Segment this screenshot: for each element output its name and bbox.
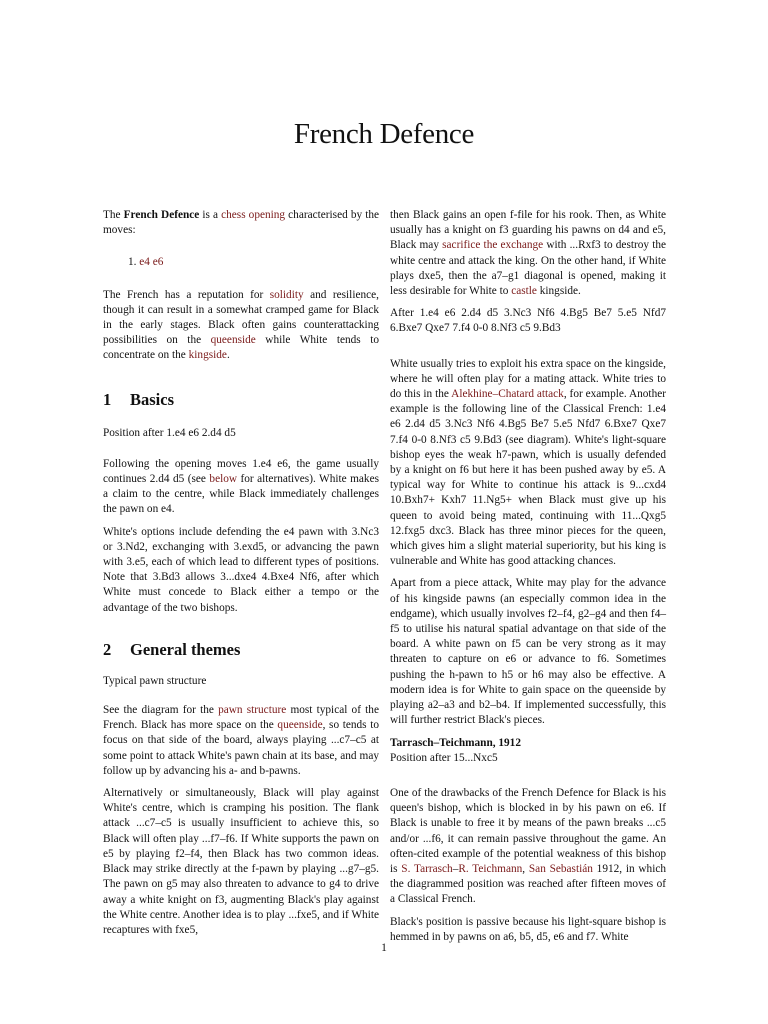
pawn-structure-paragraph: See the diagram for the pawn structure most typical of the French. Black has more space on the queenside, so tends to focus on that side of the board, always playing ...c7–c5 at some point to attack White's pawn chain at its base, and may follow up by advancing his a- and b-pawns. xyxy=(103,704,379,777)
link-queenside-2[interactable]: queenside xyxy=(277,719,323,732)
figure-caption-title: Tarrasch–Teichmann, 1912 xyxy=(390,736,521,749)
reputation-paragraph: The French has a reputation for solidity and resilience, though it can result in a somewhat cramped game for Black in the early stages. Black often gains counterattacking possibilities on the queenside while White tends to concentrate on the kingside. xyxy=(103,288,379,362)
passive-position-paragraph: Black's position is passive because his light-square bishop is hemmed in by pawns on a6, b5, d5, e6 and f7. White xyxy=(390,915,666,943)
opening-moves: 1. e4 e6 xyxy=(128,256,164,269)
left-column xyxy=(103,208,379,938)
link-castle[interactable]: castle xyxy=(511,285,537,298)
intro-paragraph: The French Defence is a chess opening characterised by the moves: xyxy=(103,209,380,237)
link-alekhine-chatard-attack[interactable]: Alekhine–Chatard attack xyxy=(451,388,564,401)
term-french-defence: French Defence xyxy=(123,209,200,221)
link-chess-opening[interactable]: chess opening xyxy=(221,209,286,221)
link-kingside[interactable]: kingside xyxy=(188,349,227,362)
link-r-teichmann[interactable]: R. Teichmann xyxy=(458,862,523,875)
section-heading-basics: 1 Basics xyxy=(103,389,175,409)
link-san-sebastian[interactable]: San Sebastián xyxy=(528,862,593,875)
page-title: French Defence xyxy=(293,118,475,150)
link-sacrifice-the-exchange[interactable]: sacrifice the exchange xyxy=(442,239,544,252)
white-options-paragraph: White's options include defending the e4 pawn with 3.Nc3 or 3.Nd2, exchanging with 3.exd5, or advancing the pawn with 3.e5, each of which lead to different types of positions. Note that 3.Bd3 allows 3...dxe4 4.Bxe4 Nf6, after which White must concede to Black either a tempo or the advantage of the two bishops. xyxy=(103,525,379,614)
link-pawn-structure[interactable]: pawn structure xyxy=(218,704,287,717)
open-file-paragraph: then Black gains an open f-file for his rook. Then, as White usually has a knight on f3 guarding his pawns on d4 and e5, Black may sacrifice the exchange with ...Rxf3 to destroy the white centre and attack the king. On the other hand, if White plays dxe5, then the a7–g1 diagonal is opened, making it less desirable for White to castle kingside. xyxy=(390,209,667,298)
bad-bishop-paragraph: One of the drawbacks of the French Defence for Black is his queen's bishop, which is blocked in by his pawn on e6. If Black is unable to free it by means of the pawn breaks ...c5 and/or ...f6, it can remain passive throughout the game. An often-cited example of the potential weakness of this bishop is S. Tarrasch–R. Teichmann, San Sebastián 1912, in which the diagrammed position was reached after fifteen moves of a Classical French. xyxy=(390,786,666,906)
link-s-tarrasch[interactable]: S. Tarrasch xyxy=(401,862,453,875)
section-heading-general-themes: 2 General themes xyxy=(103,639,241,659)
link-below[interactable]: below xyxy=(209,473,238,486)
page-number: 1 xyxy=(381,942,387,954)
link-e4-e6[interactable]: e4 e6 xyxy=(139,256,164,269)
figure-caption-pawn-structure: Typical pawn structure xyxy=(103,674,207,687)
right-column xyxy=(390,208,666,945)
kingside-attack-paragraph: White usually tries to exploit his extra space on the kingside, where he will often play for a mating attack. White tries to do this in the Alekhine–Chatard attack, for example. Another example is the following line of the Classical French: 1.e4 e6 2.d4 d5 3.Nc3 Nf6 4.Bg5 Be7 5.e5 Nfd7 6.Bxe7 Qxe7 7.f4 0-0 8.Nf3 c5 9.Bd3 (see diagram). White's light-square bishop eyes the weak h7-pawn, which is usually defended by a knight on f6 but here it has been pushed away by e5. A typical way for White to continue his attack is 9...cxd4 10.Bxh7+ Kxh7 11.Ng5+ when Black must give up his queen to avoid being mated, continuing with 11...Qxg5 12.fxg5 dxc3. Black has three minor pieces for the queen, which gives him a slight material superiority, but his king is vulnerable and White has good attacking chances. xyxy=(390,357,666,568)
figure-caption-subtitle: Position after 15...Nxc5 xyxy=(390,751,498,764)
link-queenside[interactable]: queenside xyxy=(210,334,256,347)
pawn-advance-paragraph: Apart from a piece attack, White may play for the advance of his kingside pawns (an especially common idea in the endgame), which usually involves f2–f4, g2–g4 and then f4–f5 to utilise his natural spatial advantage on that side of the board. A white pawn on f5 can be very strong as it may threaten to capture on e6 or advance to f6. Sometimes pushing the h-pawn to h5 or h6 may also be effective. A modern idea is for White to gain space on the queenside by playing a2–a3 and b2–b4. If implemented successfully, this will further restrict Black's pieces. xyxy=(390,577,666,727)
figure-caption-classical-line: After 1.e4 e6 2.d4 d5 3.Nc3 Nf6 4.Bg5 Be7 5.e5 Nfd7 6.Bxe7 Qxe7 7.f4 0-0 8.Nf3 c5 9.Bd3 xyxy=(390,307,666,335)
figure-caption-basics: Position after 1.e4 e6 2.d4 d5 xyxy=(103,426,236,439)
centre-play-paragraph: Alternatively or simultaneously, Black will play against White's centre, which is cramping his position. The flank attack ...c7–c5 is usually insufficient to achieve this, so Black will often play ...f7–f6. If White supports the pawn on e5 by playing f2–f4, then Black has two common ideas. Black may strike directly at the f-pawn by playing ...g7–g5. The pawn on g5 may also threaten to advance to g4 to drive away a white knight on f3, augmenting Black's play against the White centre. Another idea is to play ...fxe5, and if White recaptures with fxe5, xyxy=(103,787,379,936)
link-solidity[interactable]: solidity xyxy=(269,288,304,301)
opening-moves-paragraph: Following the opening moves 1.e4 e6, the game usually continues 2.d4 d5 (see below for alternatives). White makes a claim to the centre, while Black immediately challenges the pawn on e4. xyxy=(103,457,379,516)
